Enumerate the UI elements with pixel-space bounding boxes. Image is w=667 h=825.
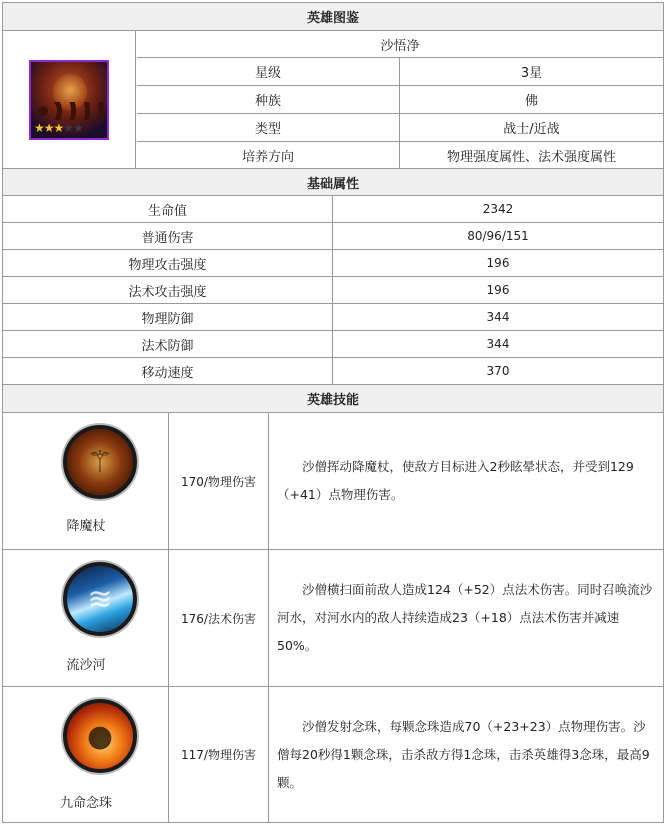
hero-info-table — [2, 2, 664, 823]
skill-row — [3, 687, 663, 822]
attribute-row — [3, 358, 663, 385]
skill-name: 九命念珠 — [59, 796, 112, 811]
skill-icon-cell — [3, 687, 169, 822]
attribute-label: 生命值 — [3, 196, 333, 222]
hero-info-row — [137, 114, 663, 142]
star-empty-icon: ★ — [73, 121, 83, 135]
attribute-row — [3, 223, 663, 250]
hero-beads-icon — [35, 102, 105, 120]
attribute-row — [3, 277, 663, 304]
hero-section-header — [3, 3, 663, 31]
hero-info-label: 培养方向 — [137, 142, 400, 169]
attribute-label: 法术攻击强度 — [3, 277, 333, 303]
skill-damage: 176/法术伤害 — [169, 550, 269, 686]
star-empty-icon: ★ — [63, 121, 74, 135]
skill-name: 降魔杖 — [66, 519, 106, 534]
skill-description-text: 沙僧横扫面前敌人造成124（+52）点法术伤害。同时召唤流沙河水，对河水内的敌人持续造成23（+18）点法术伤害并减速50%。 — [277, 582, 653, 653]
attribute-value: 370 — [486, 364, 510, 378]
staff-skill-icon — [63, 425, 137, 499]
hero-info-value: 佛 — [524, 94, 538, 109]
skill-description — [269, 550, 663, 686]
attribute-label: 物理防御 — [3, 304, 333, 330]
hero-info-block — [3, 31, 663, 169]
skills-title: 英雄技能 — [306, 393, 359, 408]
beads-glyph-icon: ● — [86, 718, 114, 754]
skill-description-text: 沙僧发射念珠，每颗念珠造成70（+23+23）点物理伤害。沙僧每20秒得1颗念珠，击杀敌方得1念珠，击杀英雄得3念珠，最高9颗。 — [277, 718, 650, 790]
star-icon: ★ — [53, 121, 64, 135]
skill-icon-cell — [3, 550, 169, 686]
skills-header — [3, 385, 663, 413]
staff-glyph-icon: ⚚ — [86, 444, 114, 480]
skill-description — [269, 687, 663, 822]
star-icon: ★ — [43, 121, 54, 135]
skill-name: 流沙河 — [66, 658, 106, 673]
hero-info-row — [137, 58, 663, 86]
attribute-value: 344 — [486, 310, 510, 324]
hero-info-row — [137, 142, 663, 169]
hero-section-title: 英雄图鉴 — [306, 11, 359, 26]
attribute-row — [3, 250, 663, 277]
skill-row — [3, 550, 663, 687]
hero-info-value: 物理强度属性、法术强度属性 — [446, 150, 616, 165]
hero-name-row — [137, 31, 663, 58]
attribute-value: 196 — [486, 283, 510, 297]
hero-info-label: 星级 — [137, 58, 400, 85]
attribute-row — [3, 331, 663, 358]
attribute-label: 法术防御 — [3, 331, 333, 357]
hero-portrait-cell — [3, 31, 136, 169]
hero-info-value: 战士/近战 — [503, 122, 560, 137]
wave-glyph-icon: ≋ — [87, 581, 113, 617]
attribute-value: 344 — [486, 337, 510, 351]
attribute-label: 物理攻击强度 — [3, 250, 333, 276]
attribute-value: 2342 — [482, 202, 514, 216]
hero-portrait — [29, 60, 109, 140]
skill-damage: 170/物理伤害 — [169, 413, 269, 549]
skill-icon-cell — [3, 413, 169, 549]
base-attributes-header — [3, 169, 663, 196]
attribute-label: 移动速度 — [3, 358, 333, 384]
skill-damage: 117/物理伤害 — [169, 687, 269, 822]
water-wave-skill-icon — [63, 562, 137, 636]
star-icon: ★ — [34, 121, 44, 135]
attribute-value: 80/96/151 — [467, 229, 529, 243]
skill-row — [3, 413, 663, 550]
hero-star-rating — [34, 121, 83, 135]
attribute-row — [3, 196, 663, 223]
hero-name: 沙悟净 — [380, 38, 420, 54]
attribute-row — [3, 304, 663, 331]
prayer-beads-skill-icon — [63, 699, 137, 773]
skill-description-text: 沙僧挥动降魔杖，使敌方目标进入2秒眩晕状态，并受到129（+41）点物理伤害。 — [277, 459, 634, 502]
attribute-label: 普通伤害 — [3, 223, 333, 249]
skill-description — [269, 413, 663, 549]
attribute-value: 196 — [486, 256, 510, 270]
hero-info-row — [137, 86, 663, 114]
hero-info-label: 类型 — [137, 114, 400, 141]
hero-info-label: 种族 — [137, 86, 400, 113]
base-attributes-title: 基础属性 — [306, 176, 359, 192]
hero-info-value: 3星 — [520, 66, 543, 81]
